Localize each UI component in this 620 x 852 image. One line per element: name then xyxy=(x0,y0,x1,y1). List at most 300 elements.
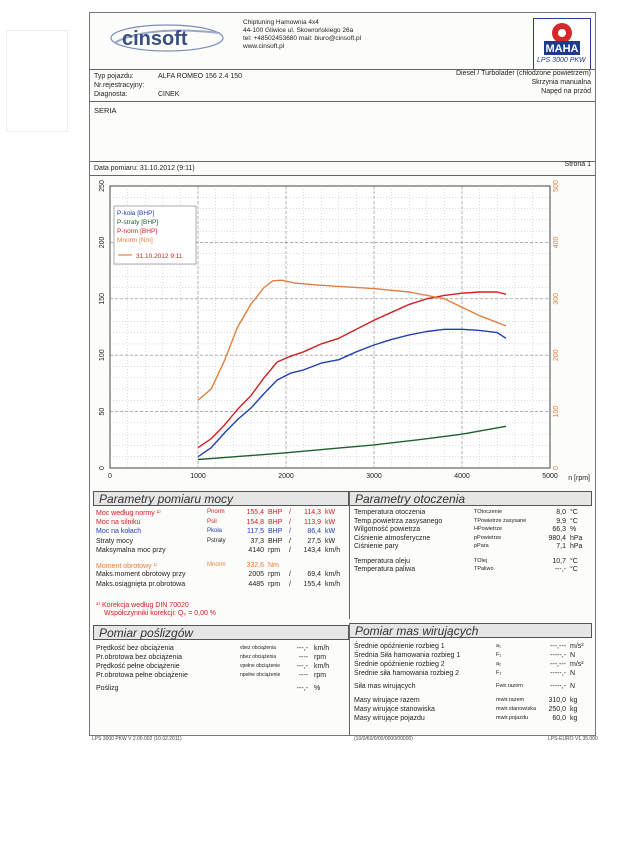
engine-param-v2-cell xyxy=(295,538,321,545)
slip-value: ---,- xyxy=(296,663,308,670)
date-bottom-divider xyxy=(90,175,595,176)
mass-value-cell xyxy=(534,706,566,713)
ambient-unit: °C xyxy=(570,557,578,565)
mass-label: Średnie siła hamowania rozbieg 2 xyxy=(354,670,460,677)
engine-param-row xyxy=(96,562,158,570)
slip-unit-cell xyxy=(314,654,326,661)
slip-label: Prędkość bez obciążenia xyxy=(96,645,174,652)
ambient-value: 9,9 xyxy=(556,517,566,525)
engine-param-label: Maksymalna moc przy xyxy=(96,547,166,554)
engine-param-v1-cell xyxy=(238,519,264,526)
mass-sym-cell xyxy=(496,652,501,658)
ambient-sym-cell xyxy=(474,509,502,515)
series-label: SERIA xyxy=(94,106,117,115)
engine-param-row xyxy=(96,509,161,517)
measurement-date-label: Data pomiaru: xyxy=(94,165,138,172)
legend-date: 31.10.2012 9:11 xyxy=(136,253,183,260)
cinsoft-logo xyxy=(108,21,226,55)
engine-param-symbol: Psil xyxy=(207,518,217,525)
x-tick-label: 1000 xyxy=(190,473,206,480)
engine-param-u1-cell xyxy=(268,509,282,516)
vehicle-type-label: Typ pojazdu: xyxy=(94,73,134,80)
engine-param-value2: 27,5 xyxy=(307,537,321,545)
engine-param-separator: / xyxy=(289,528,291,535)
engine-param-row xyxy=(96,571,185,578)
mass-unit: kg xyxy=(570,715,578,722)
ambient-value-cell xyxy=(534,526,566,533)
legend-entry-3: Mnorm [Nm] xyxy=(117,237,153,244)
mass-sym-cell xyxy=(496,643,501,649)
mass-symbol: F₂ xyxy=(496,670,502,676)
slip-value: ---- xyxy=(298,654,308,661)
mass-row xyxy=(354,715,425,722)
mass-unit: m/s² xyxy=(570,661,584,668)
ambient-sym-cell xyxy=(474,543,489,549)
ambient-symbol: TOtoczenie xyxy=(474,509,503,515)
engine-param-unit1: BHP xyxy=(268,537,283,545)
mass-unit-cell xyxy=(570,697,577,704)
slip-unit: rpm xyxy=(314,654,327,661)
engine-param-u1-cell xyxy=(268,581,280,588)
info-divider xyxy=(90,101,595,102)
params-column-divider xyxy=(349,491,350,619)
slip-title: Pomiar poślizgów xyxy=(93,625,349,640)
slip-unit: km/h xyxy=(314,663,330,670)
legend-entry-2: P-norm [BHP] xyxy=(117,228,158,235)
engine-param-unit1: Nm xyxy=(268,561,279,569)
mass-value-cell xyxy=(534,652,566,659)
ambient-value: ---,- xyxy=(554,566,566,573)
mass-symbol: Fwir.razem xyxy=(496,683,523,689)
mass-row xyxy=(354,697,420,704)
slip-symbol: vpełne obciążenie xyxy=(240,663,281,669)
ambient-unit-cell xyxy=(570,526,576,533)
vehicle-type-value: ALFA ROMEO 156 2.4 150 xyxy=(158,73,243,80)
engine-param-u1-cell xyxy=(268,562,279,569)
x-tick-label: 3000 xyxy=(366,473,382,480)
ambient-sym-cell xyxy=(474,566,494,572)
mass-row xyxy=(354,683,415,690)
maha-model: LPS 3000 PKW xyxy=(537,57,586,64)
engine-param-sym-cell xyxy=(207,562,226,568)
footer-code: (10/0/60/0/00/0000/00000) xyxy=(354,736,413,742)
slip-value: ---,- xyxy=(296,685,308,692)
ambient-label: Temperatura paliwa xyxy=(354,566,416,573)
y-right-tick-label: 100 xyxy=(553,405,560,418)
slip-unit: % xyxy=(314,685,321,692)
y-left-tick-label: 100 xyxy=(99,349,106,362)
engine-param-v2-cell xyxy=(295,509,321,516)
slip-sym-cell xyxy=(240,663,280,669)
engine-param-unit2: km/h xyxy=(325,580,341,588)
ambient-unit: hPa xyxy=(570,543,583,550)
engine-param-unit1: rpm xyxy=(268,580,281,588)
engine-param-sep-cell xyxy=(289,547,291,554)
mass-value-cell xyxy=(534,670,566,677)
slip-symbol: vbez obciążenia xyxy=(240,645,276,651)
engine-param-u2-cell xyxy=(325,519,335,526)
engine-param-u1-cell xyxy=(268,528,282,535)
x-axis-label: n [rpm] xyxy=(568,475,590,482)
correction-note: ¹⁾ Korekcja według DIN 70020 xyxy=(96,602,189,609)
x-tick-label: 2000 xyxy=(278,473,294,480)
date-top-divider xyxy=(90,161,595,162)
engine-param-value1: 117,5 xyxy=(247,528,264,535)
ambient-label: Ciśnienie pary xyxy=(354,543,399,550)
mass-symbol: F₁ xyxy=(496,652,502,658)
mass-value: -----,- xyxy=(550,683,566,690)
maha-logo-text: MAHA xyxy=(545,43,579,55)
engine-param-v1-cell xyxy=(238,562,264,569)
engine-param-value2: 69,4 xyxy=(307,571,321,578)
slip-row xyxy=(96,645,174,652)
mass-row xyxy=(354,706,435,713)
mass-unit-cell xyxy=(570,706,577,713)
y-right-tick-label: 400 xyxy=(553,236,560,249)
mass-unit: N xyxy=(570,652,576,659)
ambient-value: 8,0 xyxy=(556,509,566,516)
mass-value: 310,0 xyxy=(548,697,566,704)
engine-param-sep-cell xyxy=(289,528,291,535)
engine-param-v1-cell xyxy=(238,581,264,588)
slip-value-cell xyxy=(284,654,308,661)
engine-param-sep-cell xyxy=(289,571,291,578)
maha-logo xyxy=(533,18,591,70)
engine-param-u2-cell xyxy=(325,547,340,554)
mass-symbol: a₁ xyxy=(496,643,501,649)
engine-params-title: Parametry pomiaru mocy xyxy=(93,491,349,506)
engine-param-sep-cell xyxy=(289,509,291,516)
ambient-sym-cell xyxy=(474,518,526,524)
engine-param-u2-cell xyxy=(325,528,335,535)
engine-param-value2: 114,3 xyxy=(304,509,321,516)
engine-param-value1: 4485 xyxy=(248,580,264,588)
ambient-value: 980,4 xyxy=(548,534,566,542)
ambient-value: 7,1 xyxy=(556,543,566,550)
ambient-label: Temperatura oleju xyxy=(354,557,411,565)
engine-param-row xyxy=(96,581,185,588)
y-right-tick-label: 200 xyxy=(553,349,560,362)
slip-unit: rpm xyxy=(314,672,327,679)
engine-param-separator: / xyxy=(289,580,291,588)
mass-sym-cell xyxy=(496,697,524,703)
engine-param-u1-cell xyxy=(268,571,280,578)
engine-param-u2-cell xyxy=(325,538,335,545)
engine-param-unit1: rpm xyxy=(268,571,281,578)
y-left-tick-label: 50 xyxy=(99,407,106,416)
slip-symbol: npełne obciążenie xyxy=(240,672,281,678)
engine-param-unit2: kW xyxy=(325,528,336,535)
mass-row xyxy=(354,652,460,659)
ambient-unit-cell xyxy=(570,509,578,516)
mass-value-cell xyxy=(534,715,566,722)
diagnostician-value: CINEK xyxy=(158,91,180,98)
mass-sym-cell xyxy=(496,683,523,689)
engine-param-v1-cell xyxy=(238,547,264,554)
slip-unit-cell xyxy=(314,672,326,679)
mass-unit-cell xyxy=(570,670,575,677)
mass-label: Masy wirujące stanowiska xyxy=(354,706,435,713)
company-website: www.cinsoft.pl xyxy=(243,43,285,50)
engine-param-sym-cell xyxy=(207,538,226,544)
ambient-value-cell xyxy=(534,558,566,565)
engine-param-sym-cell xyxy=(207,528,222,534)
ambient-row xyxy=(354,543,398,550)
company-address: 44-100 Gliwice ul. Skowrońskiego 26a xyxy=(243,27,354,34)
ambient-unit-cell xyxy=(570,566,578,573)
mass-value-cell xyxy=(534,697,566,704)
x-tick-label: 0 xyxy=(108,473,112,480)
slip-unit-cell xyxy=(314,645,329,652)
engine-param-symbol: Pstraty xyxy=(207,537,226,544)
mass-symbol: mwir.razem xyxy=(496,697,525,703)
y-left-tick-label: 0 xyxy=(99,466,106,470)
ambient-row xyxy=(354,558,410,565)
engine-param-value1: 332,6 xyxy=(246,561,264,569)
mass-value-cell xyxy=(534,661,566,668)
engine-param-unit2: kW xyxy=(325,518,336,526)
ambient-symbol: TPaliwo xyxy=(474,566,494,572)
power-torque-chart xyxy=(90,178,595,488)
slip-value: ---- xyxy=(298,672,308,679)
engine-param-symbol: Pkoła xyxy=(207,528,223,534)
slip-unit-cell xyxy=(314,685,320,692)
mass-unit-cell xyxy=(570,652,575,659)
engine-param-separator: / xyxy=(289,571,291,578)
mass-unit-cell xyxy=(570,661,584,668)
engine-param-row xyxy=(96,547,166,554)
engine-param-separator: / xyxy=(289,509,291,516)
mass-value: ---,--- xyxy=(550,661,566,668)
engine-param-sep-cell xyxy=(289,538,291,545)
engine-param-value1: 154,8 xyxy=(246,518,264,526)
engine-param-label: Straty mocy xyxy=(96,537,133,545)
mass-label: Siła mas wirujących xyxy=(354,683,416,690)
y-left-tick-label: 200 xyxy=(99,236,106,249)
mass-sym-cell xyxy=(496,661,501,667)
engine-param-v2-cell xyxy=(295,519,321,526)
slip-symbol: nbez obciążenia xyxy=(240,654,277,660)
engine-param-unit1: BHP xyxy=(268,518,283,526)
slip-sym-cell xyxy=(240,645,276,651)
ambient-sym-cell xyxy=(474,526,502,532)
engine-param-separator: / xyxy=(289,518,291,526)
engine-param-v1-cell xyxy=(238,538,264,545)
engine-param-sym-cell xyxy=(207,509,225,515)
bleed-through-text xyxy=(6,30,68,132)
engine-param-u1-cell xyxy=(268,519,282,526)
ambient-unit-cell xyxy=(570,558,578,565)
slip-row xyxy=(96,654,182,661)
ambient-symbol: pPara xyxy=(474,543,489,549)
ambient-unit-cell xyxy=(570,543,582,550)
ambient-unit: hPa xyxy=(570,534,583,542)
engine-param-value1: 2005 xyxy=(248,571,264,578)
slip-unit: km/h xyxy=(314,645,330,652)
ambient-value-cell xyxy=(534,509,566,516)
ambient-row xyxy=(354,526,420,533)
engine-param-v2-cell xyxy=(295,571,321,578)
engine-param-v2-cell xyxy=(295,547,321,554)
mass-unit: N xyxy=(570,670,576,677)
x-tick-label: 4000 xyxy=(454,473,470,480)
mass-label: Średnie opóźnienie rozbieg 1 xyxy=(354,643,445,650)
engine-param-separator: / xyxy=(289,537,291,545)
engine-param-unit1: BHP xyxy=(268,528,283,535)
drive-type: Napęd na przód xyxy=(541,88,591,95)
slip-value-cell xyxy=(284,663,308,670)
engine-param-label: Moc na silniku xyxy=(96,518,141,526)
engine-param-separator: / xyxy=(289,547,291,554)
engine-param-unit1: BHP xyxy=(268,509,283,516)
slip-label: Pr.obrotowa pełne obciążenie xyxy=(96,672,188,679)
y-right-tick-label: 0 xyxy=(553,466,560,470)
lower-column-divider xyxy=(349,623,350,735)
vehicle-reg-label: Nr.rejestracyjny: xyxy=(94,82,145,89)
ambient-label: Wilgotność powietrza xyxy=(354,526,421,533)
mass-row xyxy=(354,670,459,677)
mass-label: Masy wirujące razem xyxy=(354,697,420,704)
slip-value: ---,- xyxy=(296,645,308,652)
mass-sym-cell xyxy=(496,670,502,676)
ambient-row xyxy=(354,518,442,525)
mass-value: 250,0 xyxy=(548,706,566,713)
engine-type: Diesel / Turbolader (chłodzone powietrzem) xyxy=(455,70,591,77)
mass-title: Pomiar mas wirujących xyxy=(349,623,592,638)
mass-unit: kg xyxy=(570,697,578,704)
mass-value: -----,- xyxy=(550,652,566,659)
engine-param-row xyxy=(96,528,141,535)
gearbox-type: Skrzynia manualna xyxy=(531,79,591,86)
ambient-unit: °C xyxy=(570,509,578,516)
mass-unit: m/s² xyxy=(570,643,584,650)
correction-factor: Współczynniki korekcji: Q₀ = 0,00 % xyxy=(104,610,217,617)
mass-value: 60,0 xyxy=(552,715,566,722)
page-number: Strona 1 xyxy=(564,161,591,168)
ambient-value-cell xyxy=(534,518,566,525)
measurement-date xyxy=(94,165,195,172)
ambient-symbol: pPowietrze xyxy=(474,534,502,541)
ambient-unit-cell xyxy=(570,535,582,542)
engine-param-u2-cell xyxy=(325,581,340,588)
mass-value: ---,--- xyxy=(550,643,566,650)
ambient-unit: % xyxy=(570,526,577,533)
ambient-symbol: HPowietrze xyxy=(474,526,503,532)
slip-row xyxy=(96,672,188,679)
mass-value-cell xyxy=(534,683,566,690)
engine-param-v1-cell xyxy=(238,571,264,578)
slip-sym-cell xyxy=(240,672,280,678)
mass-unit-cell xyxy=(570,683,575,690)
y-right-tick-label: 300 xyxy=(553,292,560,305)
engine-param-label: Moc na kołach xyxy=(96,528,142,535)
mass-symbol: mwir.pojazdu xyxy=(496,715,529,721)
mass-row xyxy=(354,661,445,668)
ambient-unit-cell xyxy=(570,518,578,525)
engine-param-symbol: Mnorm xyxy=(207,561,226,568)
mass-unit: N xyxy=(570,683,576,690)
engine-param-u2-cell xyxy=(325,509,335,516)
engine-param-v1-cell xyxy=(238,509,264,516)
ambient-value: 10,7 xyxy=(552,557,566,565)
mass-symbol: mwir.stanowiska xyxy=(496,706,537,712)
engine-param-unit2: km/h xyxy=(325,547,341,554)
slip-label: Prędkość pełne obciążenie xyxy=(96,663,180,670)
mass-value-cell xyxy=(534,643,566,650)
mass-sym-cell xyxy=(496,715,528,721)
ambient-sym-cell xyxy=(474,535,501,541)
mass-sym-cell xyxy=(496,706,536,712)
engine-param-label: Maks.osiągnięta pr.obrotowa xyxy=(96,580,186,588)
engine-param-sep-cell xyxy=(289,519,291,526)
slip-value-cell xyxy=(284,672,308,679)
slip-row xyxy=(96,685,119,692)
engine-param-label: Moment obrotowy ¹⁾ xyxy=(96,562,158,570)
slip-label: Poślizg xyxy=(96,685,119,692)
ambient-value-cell xyxy=(534,543,566,550)
company-name: Chiptuning Hamownia 4x4 xyxy=(243,19,319,26)
y-left-tick-label: 150 xyxy=(99,292,106,305)
x-tick-label: 5000 xyxy=(542,473,558,480)
engine-param-row xyxy=(96,519,140,526)
engine-param-value1: 155,4 xyxy=(246,509,264,516)
mass-unit-cell xyxy=(570,715,577,722)
engine-param-unit2: kW xyxy=(325,509,336,516)
footer-version-left: LPS 3000 PKW V 2.00.002 (10.02.2011) xyxy=(92,736,182,742)
engine-param-value2: 155,4 xyxy=(303,580,321,588)
mass-unit: kg xyxy=(570,706,578,713)
slip-label: Pr.obrotowa bez obciążenia xyxy=(96,654,182,661)
dyno-report-page xyxy=(89,12,596,736)
ambient-value-cell xyxy=(534,566,566,573)
mass-label: Średnie opóźnienie rozbieg 2 xyxy=(354,661,445,668)
engine-param-u2-cell xyxy=(325,571,340,578)
company-contact: tel: +48502453680 mail: biuro@cinsoft.pl xyxy=(243,35,362,42)
ambient-params-title: Parametry otoczenia xyxy=(349,491,592,506)
mass-label: Średnia Siła hamowania rozbieg 1 xyxy=(354,652,461,659)
engine-param-u1-cell xyxy=(268,538,282,545)
measurement-date-value: 31.10.2012 (9:11) xyxy=(139,165,195,172)
ambient-row xyxy=(354,535,430,542)
engine-param-sep-cell xyxy=(289,581,291,588)
engine-param-sym-cell xyxy=(207,519,217,525)
mass-row xyxy=(354,643,445,650)
ambient-label: Ciśnienie atmosferyczne xyxy=(354,534,431,542)
ambient-unit: °C xyxy=(570,517,578,525)
footer-version-right: LPS-EURO V1.35.000 xyxy=(548,736,598,742)
cinsoft-logo-text: cinsoft xyxy=(122,28,188,50)
engine-param-unit2: km/h xyxy=(325,571,341,578)
engine-param-value2: 143,4 xyxy=(303,547,321,554)
legend-entry-1: P-straty [BHP] xyxy=(117,219,159,226)
engine-param-v2-cell xyxy=(295,528,321,535)
ambient-label: Temperatura otoczenia xyxy=(354,509,426,516)
ambient-value: 66,3 xyxy=(552,526,566,533)
engine-param-value1: 37,3 xyxy=(250,537,264,545)
ambient-symbol: TPowietrze zasysane xyxy=(474,517,527,524)
ambient-label: Temp.powietrza zasysanego xyxy=(354,517,443,525)
slip-sym-cell xyxy=(240,654,276,660)
ambient-row xyxy=(354,509,425,516)
mass-label: Masy wirujące pojazdu xyxy=(354,715,425,722)
slip-value-cell xyxy=(284,685,308,692)
diagnostician-label: Diagnosta: xyxy=(94,91,128,98)
ambient-symbol: TOlej xyxy=(474,557,488,564)
slip-row xyxy=(96,663,180,670)
engine-param-v1-cell xyxy=(238,528,264,535)
engine-param-unit2: kW xyxy=(325,537,336,545)
engine-param-symbol: Pnorm xyxy=(207,509,225,515)
